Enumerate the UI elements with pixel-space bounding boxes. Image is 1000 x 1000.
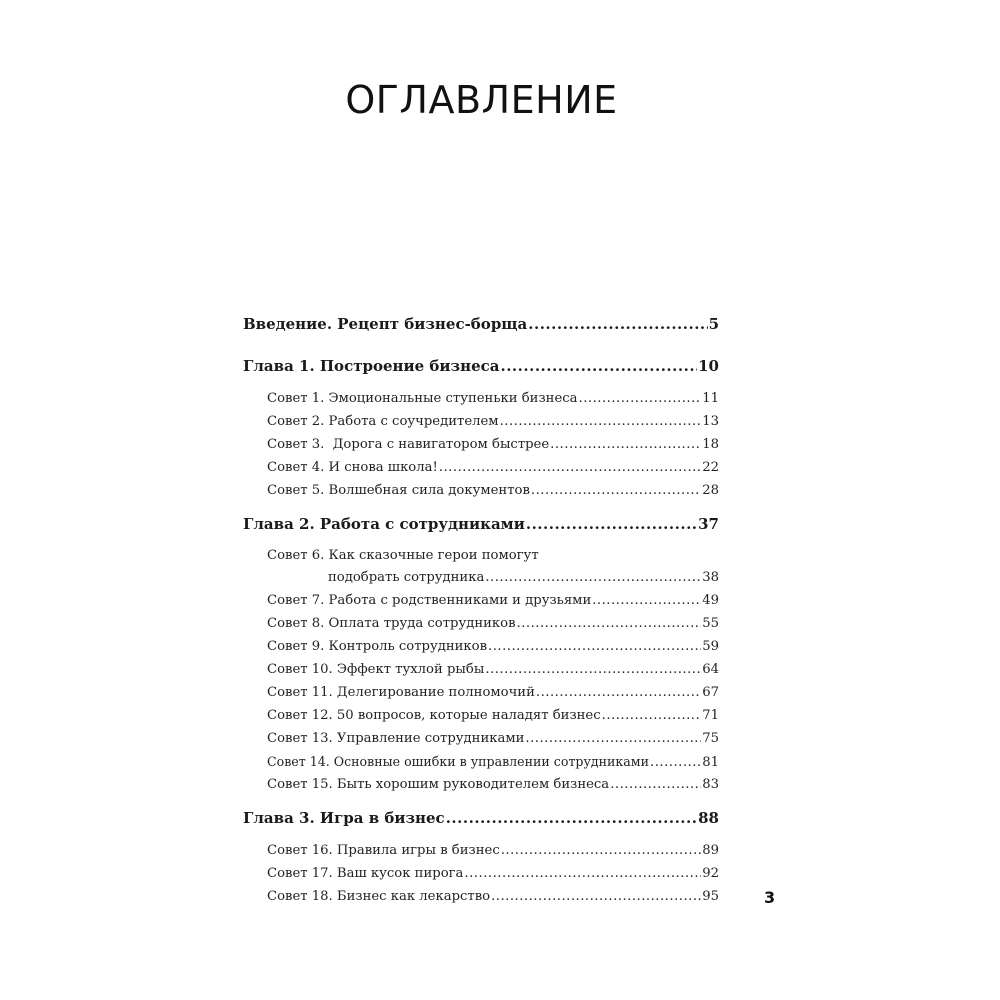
dot-leader xyxy=(526,512,697,536)
toc-entry-page: 95 xyxy=(702,889,719,904)
toc-chapter-heading xyxy=(243,354,719,378)
toc-tip-entry xyxy=(243,885,719,908)
toc-chapter-2 xyxy=(243,512,719,796)
dot-leader xyxy=(464,862,701,885)
toc-entry-label: Глава 3. Игра в бизнес xyxy=(243,809,445,827)
toc-entry-page: 71 xyxy=(702,708,719,723)
dot-leader xyxy=(500,354,697,378)
toc-tip-entry xyxy=(243,635,719,658)
toc-tip-entry xyxy=(243,456,719,479)
toc-tip-entry xyxy=(243,387,719,410)
toc-entry-page: 49 xyxy=(702,593,719,608)
toc-entry-label: Совет 17. Ваш кусок пирога xyxy=(267,866,464,881)
toc-entry-label: Совет 8. Оплата труда сотрудников xyxy=(267,616,516,631)
dot-leader xyxy=(501,839,702,862)
toc-tip-entry xyxy=(243,862,719,885)
toc-entry-page: 38 xyxy=(702,570,719,585)
page-title: ОГЛАВЛЕНИЕ xyxy=(345,78,618,122)
dot-leader xyxy=(650,751,701,774)
toc-chapter-3 xyxy=(243,806,719,908)
toc-entry-label: Совет 5. Волшебная сила документов xyxy=(267,483,530,498)
toc-chapter-1 xyxy=(243,354,719,502)
toc-entry-page: 10 xyxy=(698,357,719,375)
toc-tip-entry xyxy=(243,589,719,612)
toc-entry-page: 88 xyxy=(698,809,719,827)
toc-entry-page: 92 xyxy=(702,866,719,881)
toc-entry-label: Совет 16. Правила игры в бизнес xyxy=(267,843,500,858)
dot-leader xyxy=(525,727,701,750)
toc-entry-label: Совет 15. Быть хорошим руководителем бизнеса xyxy=(267,777,610,792)
toc-entry-label: Совет 18. Бизнес как лекарство xyxy=(267,889,491,904)
toc-entry-label: Глава 1. Построение бизнеса xyxy=(243,357,500,375)
toc-tip-entry xyxy=(243,681,719,704)
toc-entry-page: 89 xyxy=(702,843,719,858)
table-of-contents xyxy=(243,312,719,918)
toc-entry-label: Глава 2. Работа с сотрудниками xyxy=(243,515,525,533)
dot-leader xyxy=(528,312,707,336)
toc-tip-entry xyxy=(243,839,719,862)
toc-entry-label: Совет 10. Эффект тухлой рыбы xyxy=(267,662,485,677)
toc-entry-label: Совет 1. Эмоциональные ступеньки бизнеса xyxy=(267,391,578,406)
toc-entry-label: Совет 4. И снова школа! xyxy=(267,460,438,475)
toc-tip-entry xyxy=(243,658,719,681)
dot-leader xyxy=(500,410,702,433)
toc-tip-entry xyxy=(243,727,719,750)
page-number: 3 xyxy=(764,888,776,907)
toc-entry-page: 55 xyxy=(702,616,719,631)
toc-entry-label: Совет 3. Дорога с навигатором быстрее xyxy=(267,437,550,452)
dot-leader xyxy=(602,704,702,727)
toc-entry-page: 18 xyxy=(702,437,719,452)
dot-leader xyxy=(485,566,701,589)
dot-leader xyxy=(517,612,702,635)
toc-tip-entry xyxy=(243,410,719,433)
toc-tip-entry xyxy=(243,479,719,502)
toc-chapter-heading xyxy=(243,806,719,830)
toc-entry-label: Совет 11. Делегирование полномочий xyxy=(267,685,535,700)
toc-tip-entry xyxy=(243,750,719,773)
toc-entry-label: Введение. Рецепт бизнес-борща xyxy=(243,315,528,333)
dot-leader xyxy=(592,589,701,612)
toc-entry-page: 22 xyxy=(702,460,719,475)
dot-leader xyxy=(610,773,701,796)
toc-entry-label: Совет 7. Работа с родственниками и друзьями xyxy=(267,593,592,608)
toc-tip-entry xyxy=(243,704,719,727)
toc-entry-label: Совет 14. Основные ошибки в управлении сотрудниками xyxy=(267,754,649,769)
toc-entry-page: 83 xyxy=(702,777,719,792)
dot-leader xyxy=(439,456,701,479)
toc-tip-entry xyxy=(243,612,719,635)
toc-entry-page: 59 xyxy=(702,639,719,654)
toc-tip-entry xyxy=(243,433,719,456)
toc-entry-page: 37 xyxy=(698,515,719,533)
toc-entry-label: Совет 12. 50 вопросов, которые наладят бизнес xyxy=(267,708,601,723)
toc-tip-entry-line-1: Совет 6. Как сказочные герои помогут xyxy=(267,548,539,563)
toc-entry-label: Совет 9. Контроль сотрудников xyxy=(267,639,488,654)
toc-entry-page: 13 xyxy=(702,414,719,429)
toc-entry-label: Совет 13. Управление сотрудниками xyxy=(267,731,525,746)
toc-tip-entry xyxy=(243,566,719,589)
dot-leader xyxy=(536,681,701,704)
dot-leader xyxy=(488,635,701,658)
toc-tip-entry xyxy=(243,773,719,796)
toc-entry-page: 75 xyxy=(702,731,719,746)
dot-leader xyxy=(579,387,702,410)
toc-entry-page: 81 xyxy=(702,755,719,770)
dot-leader xyxy=(531,479,701,502)
dot-leader xyxy=(550,433,701,456)
toc-chapter-heading xyxy=(243,512,719,536)
toc-entry-label: подобрать сотрудника xyxy=(328,570,485,585)
toc-entry-page: 11 xyxy=(702,391,719,406)
toc-entry-page: 28 xyxy=(702,483,719,498)
dot-leader xyxy=(491,885,701,908)
toc-intro-entry xyxy=(243,312,719,336)
toc-entry-page: 5 xyxy=(708,315,719,333)
toc-entry-label: Совет 2. Работа с соучредителем xyxy=(267,414,499,429)
toc-entry-page: 64 xyxy=(702,662,719,677)
toc-entry-page: 67 xyxy=(702,685,719,700)
dot-leader xyxy=(485,658,701,681)
dot-leader xyxy=(446,806,697,830)
